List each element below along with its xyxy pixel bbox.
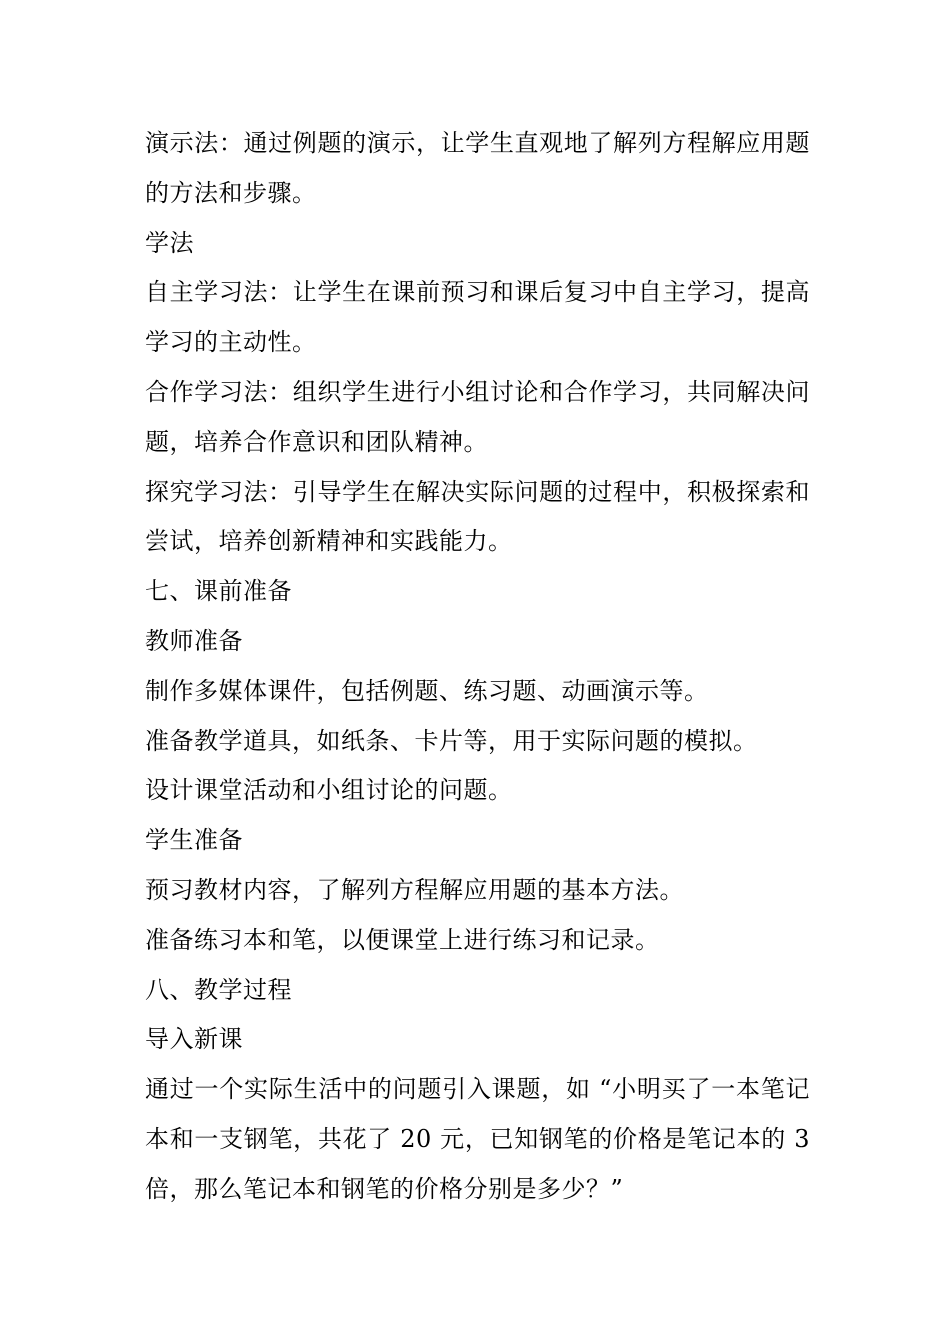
paragraph-preview-textbook: 预习教材内容，了解列方程解应用题的基本方法。	[145, 875, 684, 904]
paragraph-class-activities: 设计课堂活动和小组讨论的问题。	[145, 776, 513, 805]
paragraph-courseware: 制作多媒体课件，包括例题、练习题、动画演示等。	[145, 676, 709, 705]
paragraph-prepare-notebook: 准备练习本和笔，以便课堂上进行练习和记录。	[145, 925, 660, 954]
paragraph-self-study-method: 自主学习法：让学生在课前预习和课后复习中自主学习，提高学习的主动性。	[145, 278, 810, 357]
heading-student-preparation: 学生准备	[145, 826, 243, 855]
document-body	[145, 119, 810, 1215]
heading-introduce-new-lesson: 导入新课	[145, 1025, 243, 1054]
heading-learning-methods: 学法	[145, 228, 194, 257]
paragraph-teaching-props: 准备教学道具，如纸条、卡片等，用于实际问题的模拟。	[145, 726, 758, 755]
paragraph-demonstration-method: 演示法：通过例题的演示，让学生直观地了解列方程解应用题的方法和步骤。	[145, 129, 810, 207]
paragraph-cooperative-method: 合作学习法：组织学生进行小组讨论和合作学习，共同解决问题，培养合作意识和团队精神。	[145, 377, 810, 456]
heading-pre-class-preparation: 七、课前准备	[145, 577, 292, 606]
paragraph-inquiry-method: 探究学习法：引导学生在解决实际问题的过程中，积极探索和尝试，培养创新精神和实践能力。	[145, 477, 810, 556]
heading-teaching-process: 八、教学过程	[145, 975, 292, 1004]
heading-teacher-preparation: 教师准备	[145, 626, 243, 655]
paragraph-intro-problem: 通过一个实际生活中的问题引入课题，如 “小明买了一本笔记本和一支钢笔，共花了 20 元，已知钢笔的价格是笔记本的 3 倍，那么笔记本和钢笔的价格分别是多少？”	[145, 1075, 810, 1203]
